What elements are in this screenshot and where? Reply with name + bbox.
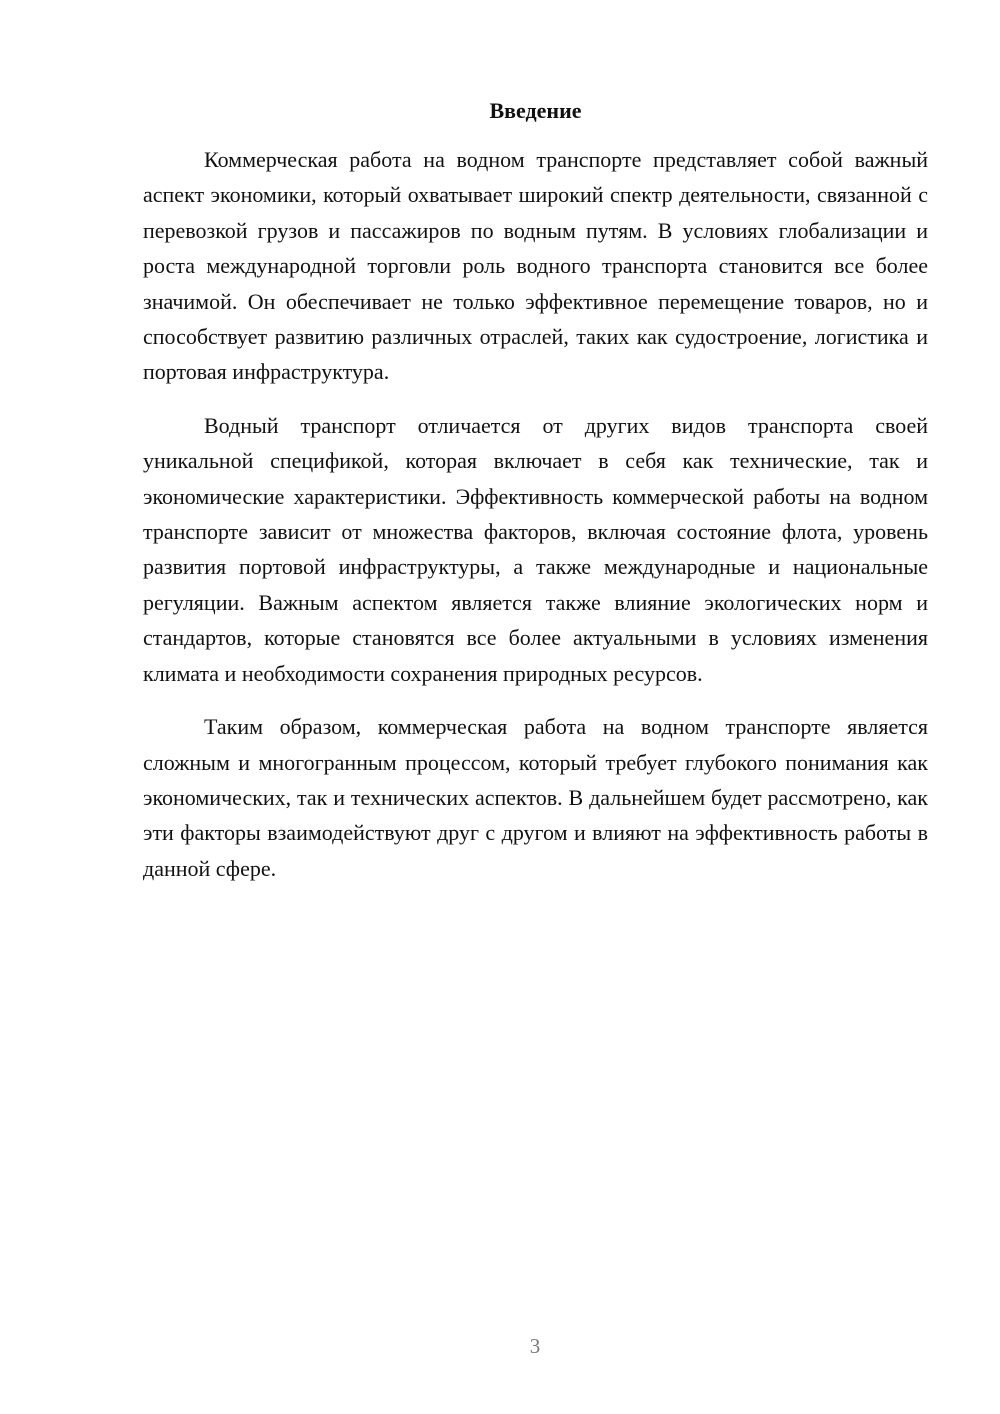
paragraph: Коммерческая работа на водном транспорте представляет собой важный аспект экономики, который охватывает широкий спектр деятельности, связанной с перевозкой грузов и пассажиров по водным путям. В условиях глобализации и роста международной торговли роль водного транспорта становится все более значимой. Он обеспечивает не только эффективное перемещение товаров, но и способствует развитию различных отраслей, таких как судостроение, логистика и портовая инфраструктура.: [143, 147, 928, 385]
paragraph: Таким образом, коммерческая работа на водном транспорте является сложным и многогранным процессом, который требует глубокого понимания как экономических, так и технических аспектов. В дальнейшем будет рассмотрено, как эти факторы взаимодействуют друг с другом и влияют на эффективность работы в данной сфере.: [143, 714, 928, 881]
section-heading: Введение: [489, 98, 582, 123]
page-number: 3: [529, 1334, 541, 1358]
body-text: [143, 142, 928, 904]
paragraph: Водный транспорт отличается от других видов транспорта своей уникальной спецификой, которая включает в себя как технические, так и экономические характеристики. Эффективность коммерческой работы на водном транспорте зависит от множества факторов, включая состояние флота, уровень развития портовой инфраструктуры, а также международные и национальные регуляции. Важным аспектом является также влияние экологических норм и стандартов, которые становятся все более актуальными в условиях изменения климата и необходимости сохранения природных ресурсов.: [143, 412, 928, 686]
